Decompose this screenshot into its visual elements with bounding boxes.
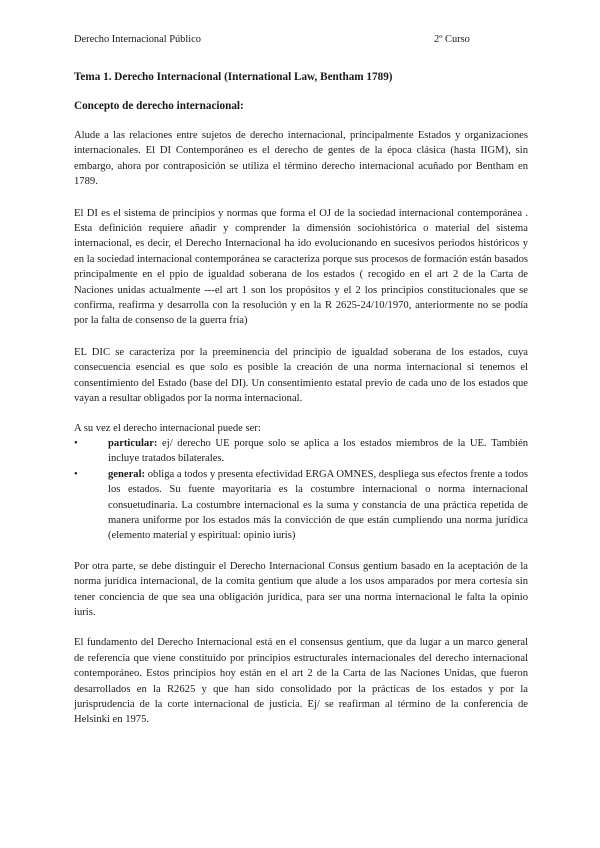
paragraph-5: Por otra parte, se debe distinguir el Derecho Internacional Consus gentium basado en la aceptación de la norma jurídica internacional, de la comita gentium que alude a los usos amparados por mera cortesía sin tener conciencia de que sea una obligación jurídica, para ser una norma internacional le falta la opinio iuris. [74, 560, 528, 618]
bullet-icon: • [74, 468, 78, 480]
section-subtitle: Concepto de derecho internacional: [74, 100, 244, 112]
page-header [74, 34, 528, 50]
paragraph-3: EL DIC se caracteriza por la preeminencia del principio de igualdad soberana de los estados, cuya consecuencia esencial es que solo es posible la creación de una norma internacional si tenemos el consentimiento del Estado (base del DI). Un consentimiento estatal previo de cada uno de los estados que vayan a resultar obligados por la norma internacional. [74, 346, 528, 405]
list-item-term: particular: [108, 437, 158, 449]
header-course-name: Derecho Internacional Público [74, 34, 201, 45]
paragraph-1: Alude a las relaciones entre sujetos de derecho internacional, principalmente Estados y organizaciones internacionales. El DI Contemporáneo es el derecho de gentes de la época clásica (hasta IIGM), sin embargo, ahora por contraposición se utiliza el término derecho internacional acuñado por Bentham en 1789. [74, 130, 528, 188]
document-title: Tema 1. Derecho Internacional (International Law, Bentham 1789) [74, 71, 393, 83]
paragraph-2: El DI es el sistema de principios y normas que forma el OJ de la sociedad internacional contemporánea . Esta definición requiere añadir y comprender la dimensión sociohistórica o material del sistema internacional, es decir, el Derecho Internacional ha ido evolucionando en sucesivos periodos históricos y en la sociedad internacional contemporánea se caracteriza porque sus procesos de formación están basados principalmente en el ppio de igualdad soberana de los estados ( recogido en el art 2 de la Carta de Naciones unidas actualmente ---el art 1 son los propósitos y el 2 los principios constitucionales que se confirma, reafirma y desarrolla con la resolución y en la R 2625-24/10/1970, anteriormente no se podía por la falta de consenso de la guerra fría) [74, 207, 528, 327]
list-intro: A su vez el derecho internacional puede ser: [74, 422, 261, 434]
header-course-year: 2º Curso [434, 34, 470, 45]
bullet-icon: • [74, 437, 78, 449]
list-item-text: obliga a todos y presenta efectividad ERGA OMNES, despliega sus efectos frente a todos los estados. Su fuente mayoritaria es la costumbre internacional o norma internacional consuetudinaria. La costumbre internacional es la suma y constancia de una práctica repetida de manera uniforme por los estados más la convicción de que están cumpliendo una norma jurídica (elemento material y espiritual: opinio iuris) [108, 468, 528, 542]
list-item [74, 436, 528, 467]
document-page [74, 34, 528, 728]
list-item-term: general: [108, 468, 146, 480]
list-item [74, 467, 528, 544]
list-item-text: ej/ derecho UE porque solo se aplica a los estados miembros de la UE. También incluye tratados bilaterales. [108, 437, 528, 465]
paragraph-6: El fundamento del Derecho Internacional está en el consensus gentium, que da lugar a un marco general de referencia que viene constituido por principios estructurales internacionales del derecho internacional contemporáneo. Estos principios hoy están en el art 2 de la Carta de las Naciones Unidas, que fueron desarrollados en la R2625 y que han sido consolidado por la prácticas de los estados y por la jurisprudencia de la corte internacional de justicia. Ej/ se reafirman al término de la conferencia de Helsinki en 1975. [74, 637, 528, 726]
